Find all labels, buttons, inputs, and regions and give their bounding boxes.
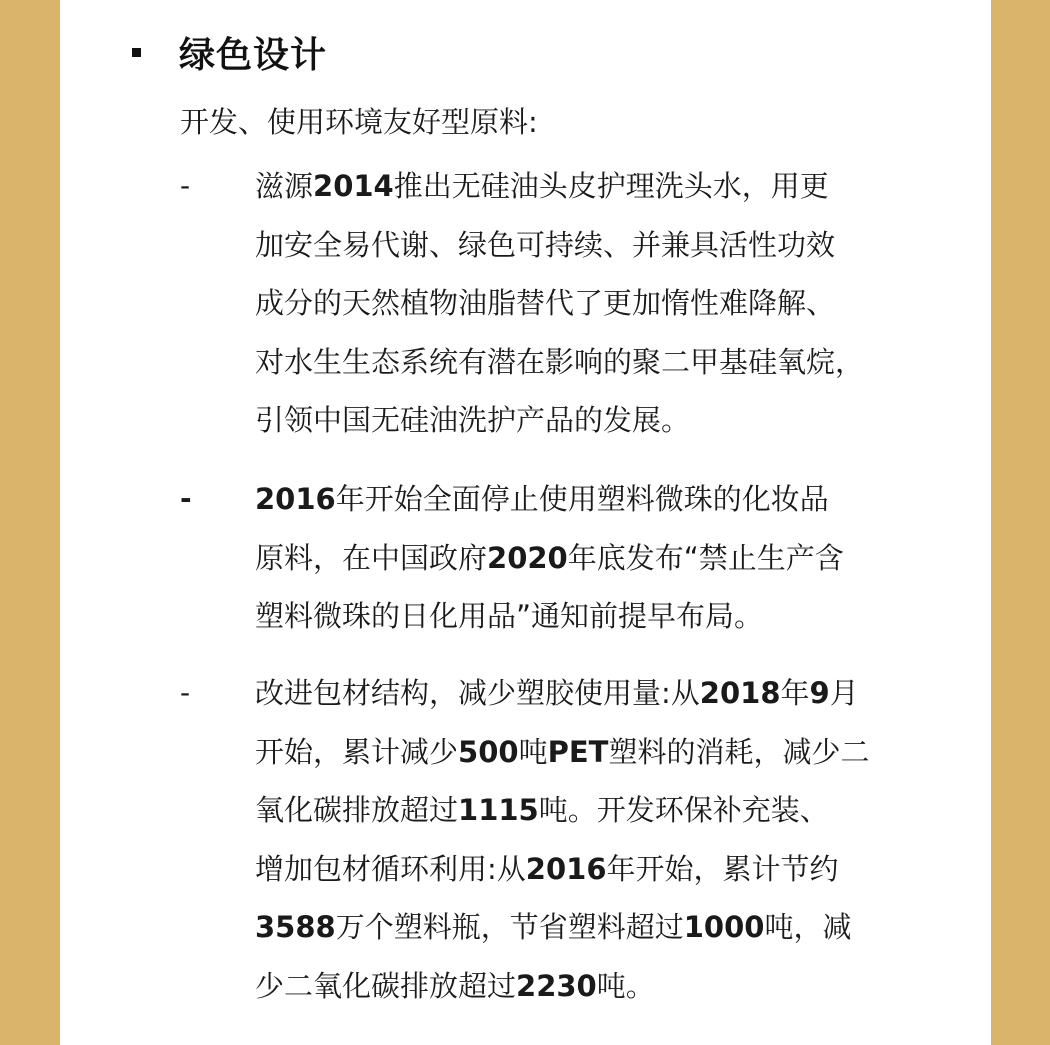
bold-number: 2014 (313, 169, 394, 203)
dash-bullet: - (180, 482, 192, 515)
text-run: 氧化碳排放超过 (255, 793, 459, 828)
text-run: 引领中国无硅油洗护产品的发展。 (255, 403, 691, 438)
text-line (255, 333, 945, 392)
text-run: 对水生生态系统有潜在影响的聚二甲基硅氧烷， (255, 344, 865, 379)
section-intro: 开发、使用环境友好型原料: (180, 105, 538, 139)
bold-number: 3588 (255, 910, 336, 945)
text-run: 年开始全面停止使用塑料微珠的化妆品 (335, 482, 829, 516)
bold-number: 2230 (516, 968, 597, 1003)
bold-number: 1000 (683, 910, 765, 945)
text-line (255, 898, 945, 957)
text-line (255, 781, 945, 840)
text-line (255, 157, 945, 216)
bold-number: 2018 (699, 676, 781, 710)
section-heading (132, 22, 327, 82)
text-run: 原料，在中国政府 (255, 540, 488, 575)
text-run: 吨，减 (764, 910, 852, 945)
text-run: 滋源 (255, 169, 314, 203)
text-run: 月 (829, 676, 859, 710)
text-line (255, 957, 945, 1016)
bold-number: 1115 (458, 793, 539, 828)
text-line (255, 470, 945, 529)
text-line (255, 840, 945, 899)
text-line (255, 723, 945, 782)
list-item-text (255, 470, 945, 646)
text-line (255, 274, 945, 333)
text-line (255, 391, 945, 450)
text-run: 万个塑料瓶，节省塑料超过 (335, 910, 684, 945)
text-line (255, 529, 945, 588)
bold-number: 2016 (525, 851, 607, 886)
text-run: 塑料微珠的日化用品”通知前提早布局。 (255, 599, 764, 634)
text-run: 年底发布“禁止生产含 (567, 540, 844, 575)
section-title: 绿色设计 (179, 34, 328, 76)
text-run: 加安全易代谢、绿色可持续、并兼具活性功效 (255, 227, 836, 262)
text-run: 推出无硅油头皮护理洗头水，用更 (393, 169, 829, 203)
list-item-text (255, 664, 945, 1016)
list-item-text (255, 157, 945, 450)
text-run: 塑料的消耗，减少二 (608, 734, 870, 769)
text-line (255, 216, 945, 275)
text-run: 年开始，累计节约 (606, 851, 839, 886)
bold-number: 500 (458, 734, 519, 769)
bold-number: 2016 (255, 482, 336, 516)
text-line (255, 587, 945, 646)
dash-bullet: - (180, 676, 191, 709)
text-run: 开始，累计减少 (255, 734, 459, 769)
text-run: 少二氧化碳排放超过 (255, 968, 517, 1003)
dash-bullet: - (180, 169, 191, 202)
square-bullet-icon (132, 48, 141, 57)
text-run: 改进包材结构，减少塑胶使用量:从 (255, 676, 700, 710)
text-line (255, 664, 945, 723)
text-run: 增加包材循环利用:从 (255, 851, 526, 886)
text-run: 成分的天然植物油脂替代了更加惰性难降解、 (255, 286, 836, 321)
text-run: 吨。开发环保补充装、 (538, 793, 829, 828)
text-run: 吨 (518, 734, 548, 769)
bold-number: 9 (809, 676, 830, 710)
bold-number: PET (547, 734, 609, 769)
text-run: 吨。 (596, 968, 655, 1003)
document-page (60, 0, 991, 1045)
bold-number: 2020 (487, 540, 568, 575)
text-run: 年 (780, 676, 810, 710)
